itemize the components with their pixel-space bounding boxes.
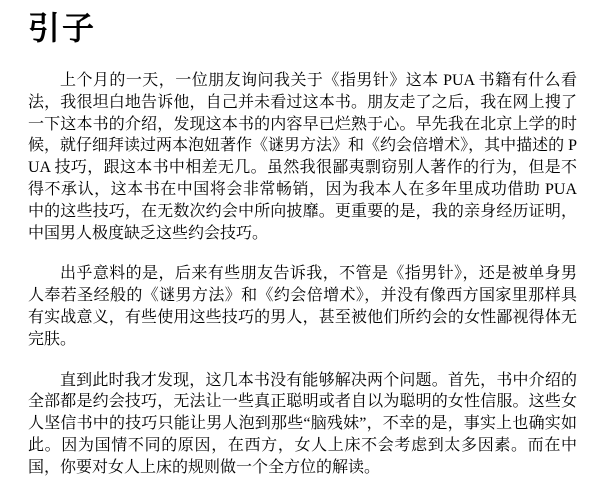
paragraph-2: 出乎意料的是，后来有些朋友告诉我，不管是《指男针》，还是被单身男人奉若圣经般的《谜男方法》和《约会倍增术》，并没有像西方国家里那样具有实战意义，有些使用这些技巧的男人，甚至被他们所约会的女性鄙视得体无完肤。 [28,265,577,348]
paragraph-1: 上个月的一天，一位朋友询问我关于《指男针》这本 PUA 书籍有什么看法，我很坦白地告诉他，自己并未看过这本书。朋友走了之后，我在网上搜了一下这本书的介绍，发现这本书的内容早已烂熟于心。早先我在北京上学的时候，就仔细拜读过两本泡妞著作《谜男方法》和《约会倍增术》，其中描述的 PUA 技巧，跟这本书中相差无几。虽然我很鄙夷剽窃别人著作的行为，但是不得不承认，这本书在中国将会非常畅销，因为我本人在多年里成功借助 PUA 中的这些技巧，在无数次约会中所向披靡。更重要的是，我的亲身经历证明，中国男人极度缺乏这些约会技巧。 [28,72,577,242]
paragraph-3: 直到此时我才发现，这几本书没有能够解决两个问题。首先，书中介绍的全部都是约会技巧，无法让一些真正聪明或者自以为聪明的女性信服。这些女人坚信书中的技巧只能让男人泡到那些“脑残妹”，不幸的是，事实上也确实如此。因为国情不同的原因，在西方，女人上床不会考虑到太多因素。而在中国，你要对女人上床的规则做一个全方位的解读。 [28,371,577,476]
page-title: 引子 [28,10,97,46]
